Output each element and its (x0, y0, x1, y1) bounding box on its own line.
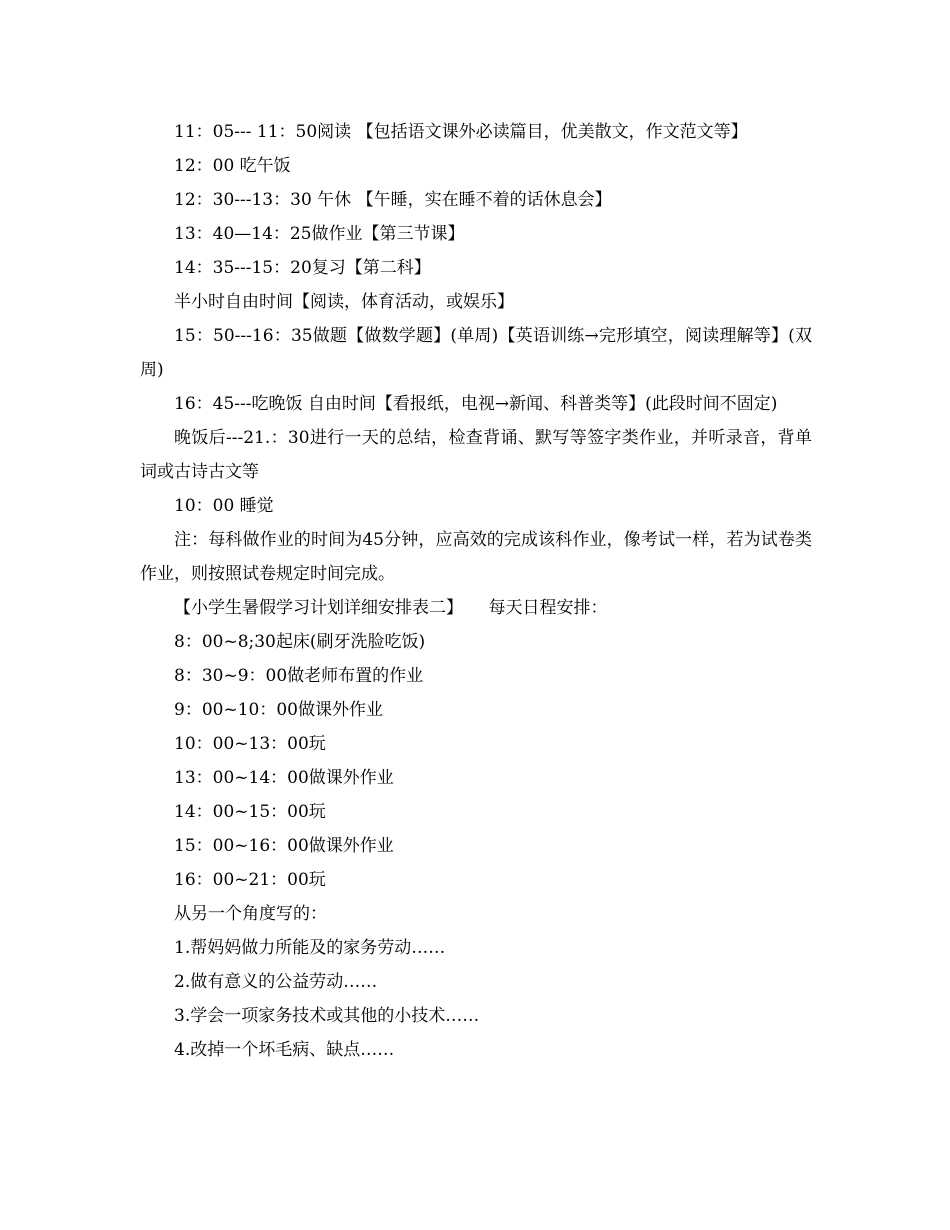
schedule-line-1230: 12：30---13：30 午休 【午睡，实在睡不着的话休息会】 (174, 190, 612, 210)
schedule-line-after-dinner: 晚饭后---21.：30进行一天的总结，检查背诵、默写等签字类作业，并听录音，背单词或古诗古文等 (140, 428, 812, 482)
daily-item-1: 8：00~8;30起床(刷牙洗脸吃饭) (174, 632, 426, 652)
list-item-3: 3.学会一项家务技术或其他的小技术…… (174, 1006, 480, 1026)
section-heading-table-two: 【小学生暑假学习计划详细安排表二】 每天日程安排： (174, 598, 608, 618)
daily-item-3: 9：00~10：00做课外作业 (174, 700, 383, 720)
daily-item-6: 14：00~15：00玩 (174, 802, 326, 822)
daily-item-2: 8：30~9：00做老师布置的作业 (174, 666, 424, 686)
daily-item-4: 10：00~13：00玩 (174, 734, 326, 754)
schedule-line-free-time: 半小时自由时间【阅读，体育活动，或娱乐】 (174, 292, 514, 312)
schedule-line-1105: 11：05--- 11：50阅读 【包括语文课外必读篇目，优美散文，作文范文等】 (174, 122, 748, 142)
daily-item-8: 16：00~21：00玩 (174, 870, 326, 890)
schedule-line-1340: 13：40—14：25做作业【第三节课】 (174, 224, 465, 244)
daily-item-5: 13：00~14：00做课外作业 (174, 768, 394, 788)
document-body (140, 115, 812, 1067)
note-paragraph: 注：每科做作业的时间为45分钟，应高效的完成该科作业，像考试一样，若为试卷类作业，则按照试卷规定时间完成。 (140, 530, 812, 584)
list-item-1: 1.帮妈妈做力所能及的家务劳动…… (174, 938, 446, 958)
schedule-line-1645: 16：45---吃晚饭 自由时间【看报纸，电视→新闻、科普类等】(此段时间不固定) (174, 394, 778, 414)
schedule-line-1550: 15：50---16：35做题【做数学题】(单周)【英语训练→完形填空，阅读理解等】(双周) (140, 326, 812, 380)
schedule-line-1200: 12：00 吃午饭 (174, 156, 291, 176)
schedule-line-1435: 14：35---15：20复习【第二科】 (174, 258, 431, 278)
list-item-4: 4.改掉一个坏毛病、缺点…… (174, 1040, 395, 1060)
alt-angle-heading: 从另一个角度写的： (174, 904, 327, 924)
list-item-2: 2.做有意义的公益劳动…… (174, 972, 378, 992)
daily-item-7: 15：00~16：00做课外作业 (174, 836, 394, 856)
schedule-line-1000: 10：00 睡觉 (174, 496, 274, 516)
